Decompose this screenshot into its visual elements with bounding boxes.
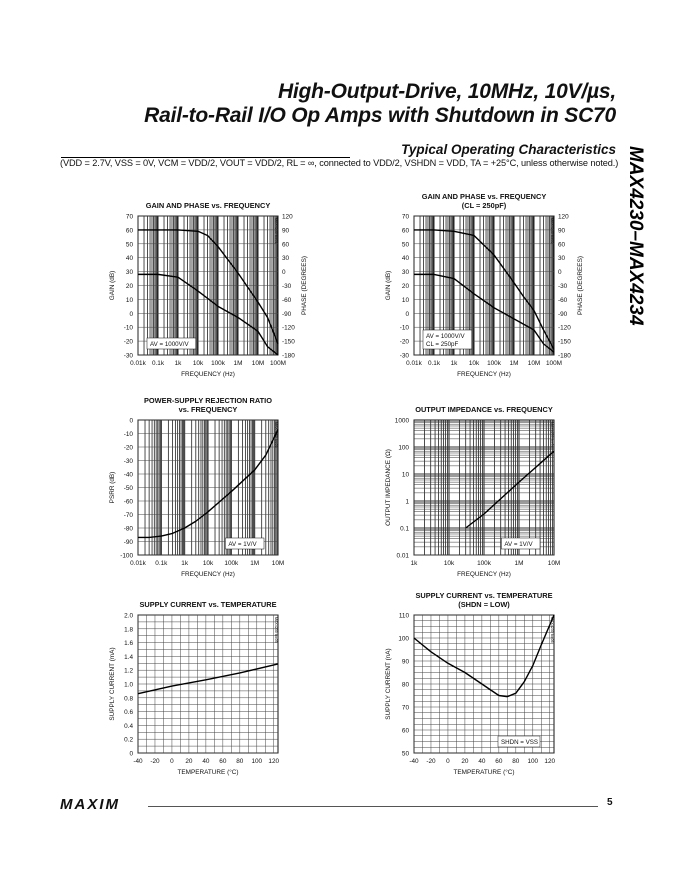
y-tick-label: -30 [123,352,133,360]
y-tick-label: 80 [401,681,409,689]
y-tick-label: 90 [401,658,409,666]
y-tick-label: -10 [123,324,133,332]
x-tick-label: 100k [477,560,491,567]
section-title: Typical Operating Characteristics [401,142,616,157]
y2-tick-label: 90 [282,227,290,235]
annotation-text: AV = 1V/V [504,541,533,548]
x-tick-label: 1M [514,560,524,567]
x-tick-label: 0 [446,758,450,765]
y-tick-label: -50 [123,485,133,492]
x-tick-label: 40 [202,758,210,765]
y-tick-label: 2.0 [124,612,133,620]
y2-tick-label: 30 [558,255,566,263]
annotation-text: SHDN = VSS [501,739,538,746]
x-tick-label: 0.1k [155,560,168,567]
x-tick-label: -20 [426,758,436,765]
x-tick-label: 0.01k [130,560,146,567]
x-axis-label: FREQUENCY (Hz) [181,571,235,578]
y-tick-label: 1.2 [124,667,133,675]
y-tick-label: -30 [399,352,409,360]
x-tick-label: 0.01k [406,360,422,367]
x-tick-label: 10k [202,560,214,567]
maxim-logo: MAXIM [60,796,120,813]
y2-tick-label: -120 [282,324,295,332]
x-tick-label: 1M [509,360,519,367]
y-tick-label: -100 [120,552,133,560]
y2-tick-label: -120 [558,324,571,332]
annotation-text: AV = 1V/V [228,541,257,548]
x-axis-label: FREQUENCY (Hz) [457,571,511,578]
chart-title: vs. FREQUENCY [178,405,238,414]
y-tick-label: 0 [405,310,409,318]
y-tick-label: -20 [123,444,133,452]
x-tick-label: 80 [236,758,244,765]
chart-title: SUPPLY CURRENT vs. TEMPERATURE [415,591,553,600]
figure-code: MAX4230 toc02 [550,218,554,244]
x-tick-label: 10M [527,360,541,367]
y-tick-label: 1.4 [124,653,133,661]
x-tick-label: 0 [170,758,174,765]
x-tick-label: 20 [461,758,469,765]
y-tick-label: 0.6 [124,709,133,717]
footer-rule [148,806,598,807]
x-tick-label: 1k [410,560,418,567]
y-tick-label: 0.1 [400,525,409,533]
y2-tick-label: -150 [282,338,295,346]
y2-tick-label: -60 [558,296,568,304]
y-tick-label: 60 [401,227,409,235]
y2-tick-label: 120 [282,213,293,221]
y-tick-label: -10 [399,324,409,332]
page-title-line-1: High-Output-Drive, 10MHz, 10V/µs, [277,80,616,103]
x-tick-label: 10k [192,360,204,367]
x-tick-label: 1k [181,560,189,567]
y2-tick-label: 60 [282,241,290,249]
x-tick-label: 10M [547,560,561,567]
x-tick-label: 10k [468,360,480,367]
x-tick-label: -20 [150,758,160,765]
y-tick-label: 30 [401,269,409,277]
annotation-text: CL = 250pF [426,341,459,348]
y-tick-label: 1.8 [124,626,133,634]
y-tick-label: -20 [123,338,133,346]
y-tick-label: -60 [123,498,133,506]
y-tick-label: 70 [401,704,409,712]
y-axis-label: OUTPUT IMPEDANCE (Ω) [385,449,392,526]
x-tick-label: 100M [546,360,562,367]
y-axis-label: GAIN (dB) [385,270,392,301]
y2-tick-label: -30 [282,283,292,290]
x-tick-label: 1k [450,360,458,367]
y-tick-label: 0 [129,750,133,758]
x-axis-label: TEMPERATURE (°C) [177,769,239,776]
x-tick-label: 100k [487,360,501,367]
x-tick-label: 1k [174,360,182,367]
x-tick-label: 100M [270,360,286,367]
y-tick-label: 1.6 [124,640,133,648]
x-tick-label: 0.1k [427,360,441,367]
y-tick-label: -20 [399,338,409,346]
y-tick-label: 60 [401,727,409,735]
y2-tick-label: -90 [282,310,292,318]
x-axis-label: FREQUENCY (Hz) [181,371,235,378]
y2-tick-label: 90 [558,227,566,235]
y-tick-label: 70 [125,213,133,221]
x-tick-label: 120 [544,758,556,765]
y-tick-label: -40 [123,471,133,479]
y-tick-label: 40 [125,255,133,263]
y-axis-label: SUPPLY CURRENT (nA) [385,648,392,720]
y2-axis-label: PHASE (DEGREES) [577,256,584,315]
y-tick-label: 50 [401,750,409,758]
y-tick-label: 0.2 [124,736,133,744]
chart-title: OUTPUT IMPEDANCE vs. FREQUENCY [415,405,553,414]
y2-tick-label: 30 [282,255,290,263]
y-axis-label: SUPPLY CURRENT (mA) [109,647,116,721]
y-tick-label: 1 [405,498,409,506]
y-tick-label: 10 [401,471,409,479]
y-axis-label: PSRR (dB) [109,471,116,504]
test-conditions: (VDD = 2.7V, VSS = 0V, VCM = VDD/2, VOUT = VDD/2, RL = ∞, connected to VDD/2, VSHDN = VDD, TA = +25°C, unless otherwise noted.) [60,158,619,168]
x-tick-label: 1M [250,560,260,567]
x-tick-label: 20 [185,758,193,765]
y-tick-label: 110 [398,612,409,620]
x-tick-label: 60 [219,758,227,765]
y-tick-label: 0.8 [124,695,133,703]
x-tick-label: 1M [233,360,243,367]
x-tick-label: 10M [271,560,285,567]
chart-title: (CL = 250pF) [461,201,507,210]
chart-title: POWER-SUPPLY REJECTION RATIO [144,396,272,405]
page-number: 5 [607,797,613,808]
y-tick-label: 20 [125,283,133,290]
chart-title: (SHDN = LOW) [458,600,510,609]
y2-tick-label: 0 [558,269,562,277]
y-tick-label: 70 [401,213,409,221]
y-tick-label: 10 [401,296,409,304]
y-tick-label: 0.4 [124,722,133,730]
y-tick-label: 1000 [394,417,409,425]
y2-tick-label: 0 [282,269,286,277]
y-tick-label: 10 [125,296,133,304]
figure-code: MAX4230 toc05 [274,617,278,643]
y-tick-label: -10 [123,431,133,438]
y-tick-label: 0.01 [396,552,409,560]
x-axis-label: FREQUENCY (Hz) [457,371,511,378]
y2-axis-label: PHASE (DEGREES) [301,256,308,315]
figure-code: MAX4230 toc04 [550,422,554,448]
y-tick-label: 20 [401,283,409,290]
figure-code: MAX4230 toc06 [550,617,554,643]
annotation-text: AV = 1000V/V [426,333,465,340]
y-tick-label: 40 [401,255,409,263]
x-tick-label: 100 [251,758,263,765]
x-tick-label: 100k [211,360,225,367]
y2-tick-label: 120 [558,213,569,221]
x-tick-label: 60 [495,758,503,765]
y-tick-label: 100 [398,635,409,643]
y2-tick-label: -180 [282,352,295,360]
x-tick-label: 40 [478,758,486,765]
x-tick-label: 0.01k [130,360,146,367]
y-tick-label: 50 [401,241,409,249]
y-tick-label: 1.0 [124,681,133,689]
y-tick-label: -90 [123,539,133,546]
y-tick-label: 30 [125,269,133,277]
y2-tick-label: -30 [558,283,568,290]
x-tick-label: 10M [251,360,265,367]
y2-tick-label: 60 [558,241,566,249]
figure-code: MAX4230 toc01 [274,218,278,244]
y-tick-label: -70 [123,512,133,519]
y-tick-label: 100 [398,444,409,452]
chart-title: GAIN AND PHASE vs. FREQUENCY [145,201,271,210]
y-tick-label: 0 [129,417,133,425]
x-tick-label: 100 [527,758,539,765]
y-tick-label: 50 [125,241,133,249]
y-tick-label: 60 [125,227,133,235]
chart-title: SUPPLY CURRENT vs. TEMPERATURE [139,600,277,609]
figure-code: MAX4230 toc03 [274,422,278,448]
page-title-line-2: Rail-to-Rail I/O Op Amps with Shutdown in SC70 [144,104,616,127]
annotation-text: AV = 1000V/V [150,341,189,348]
x-tick-label: 100k [224,560,239,567]
y-tick-label: -80 [123,525,133,533]
x-tick-label: 0.1k [151,360,165,367]
y-tick-label: -30 [123,458,133,465]
y2-tick-label: -180 [558,352,571,360]
x-tick-label: 10k [443,560,455,567]
y-axis-label: GAIN (dB) [109,270,116,301]
x-tick-label: -40 [409,758,419,765]
x-tick-label: 80 [512,758,520,765]
y2-tick-label: -60 [282,296,292,304]
x-tick-label: -40 [133,758,143,765]
x-tick-label: 120 [268,758,280,765]
x-axis-label: TEMPERATURE (°C) [453,769,515,776]
y2-tick-label: -90 [558,310,568,318]
y-tick-label: 0 [129,310,133,318]
side-part-number-text: MAX4230–MAX4234 [625,146,646,326]
chart-title: GAIN AND PHASE vs. FREQUENCY [421,192,547,201]
y2-tick-label: -150 [558,338,571,346]
